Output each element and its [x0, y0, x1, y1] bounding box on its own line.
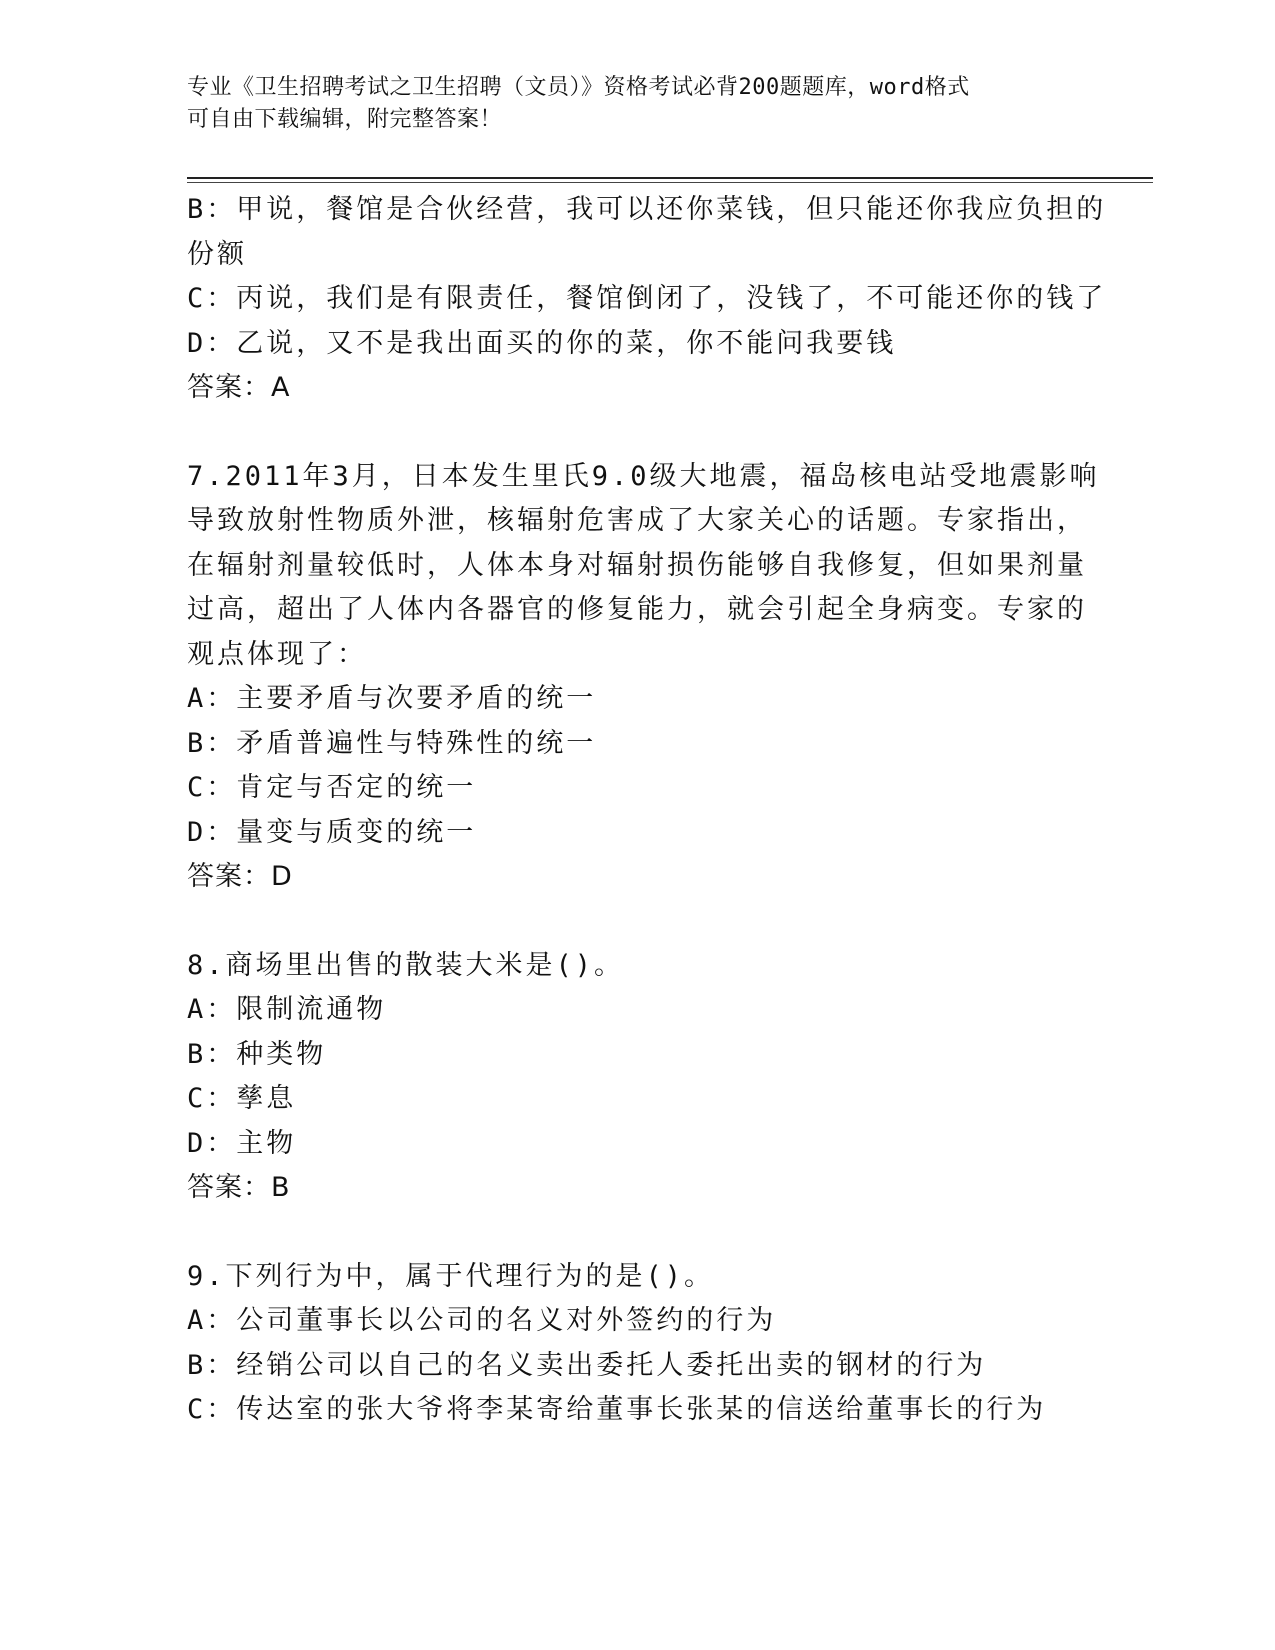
answer-line: 答案：A — [187, 372, 291, 403]
document-header — [187, 72, 1067, 136]
answer-line: 答案：D — [187, 861, 293, 892]
header-title-line-1: 专业《卫生招聘考试之卫生招聘（文员）》资格考试必背200题题库，word格式 — [187, 75, 970, 100]
spacer — [187, 900, 1077, 944]
option-c: C：传达室的张大爷将李某寄给董事长张某的信送给董事长的行为 — [187, 1394, 1047, 1425]
question-9 — [187, 1255, 1077, 1433]
question-stem-line-4: 过高，超出了人体内各器官的修复能力，就会引起全身病变。专家的 — [187, 594, 1087, 625]
question-stem: 8.商场里出售的散装大米是()。 — [187, 949, 625, 981]
question-stem: 9.下列行为中，属于代理行为的是()。 — [187, 1260, 715, 1292]
question-content — [187, 188, 1107, 1433]
question-stem-line-5: 观点体现了： — [187, 638, 367, 670]
option-a: A：主要矛盾与次要矛盾的统一 — [187, 683, 597, 714]
option-c: C：肯定与否定的统一 — [187, 772, 477, 803]
option-b-line-1: B：甲说，餐馆是合伙经营，我可以还你菜钱，但只能还你我应负担的 — [187, 194, 1107, 225]
question-stem-line-1: 7.2011年3月，日本发生里氏9.0级大地震，福岛核电站受地震影响 — [187, 460, 1100, 492]
option-c: C：丙说，我们是有限责任，餐馆倒闭了，没钱了，不可能还你的钱了 — [187, 283, 1107, 314]
option-d: D：量变与质变的统一 — [187, 816, 477, 848]
question-6-tail — [187, 188, 1107, 411]
spacer — [187, 1211, 1077, 1255]
option-a: A：公司董事长以公司的名义对外签约的行为 — [187, 1305, 777, 1336]
header-title-line-2: 可自由下载编辑，附完整答案！ — [187, 107, 503, 132]
option-c: C：孳息 — [187, 1083, 297, 1114]
question-stem-line-3: 在辐射剂量较低时，人体本身对辐射损伤能够自我修复，但如果剂量 — [187, 549, 1087, 581]
question-8 — [187, 944, 1077, 1211]
option-b: B：种类物 — [187, 1038, 327, 1070]
option-b-line-2: 份额 — [187, 238, 247, 270]
option-a: A：限制流通物 — [187, 994, 387, 1025]
question-7 — [187, 455, 1100, 900]
spacer — [187, 411, 1077, 455]
answer-line: 答案：B — [187, 1172, 291, 1203]
question-stem-line-2: 导致放射性物质外泄，核辐射危害成了大家关心的话题。专家指出， — [187, 505, 1087, 536]
option-b: B：矛盾普遍性与特殊性的统一 — [187, 727, 597, 759]
header-divider-thin — [187, 182, 1153, 183]
option-b: B：经销公司以自己的名义卖出委托人委托出卖的钢材的行为 — [187, 1349, 987, 1381]
option-d: D：乙说，又不是我出面买的你的菜，你不能问我要钱 — [187, 327, 897, 359]
option-d: D：主物 — [187, 1127, 297, 1159]
header-divider-thick — [187, 177, 1153, 179]
